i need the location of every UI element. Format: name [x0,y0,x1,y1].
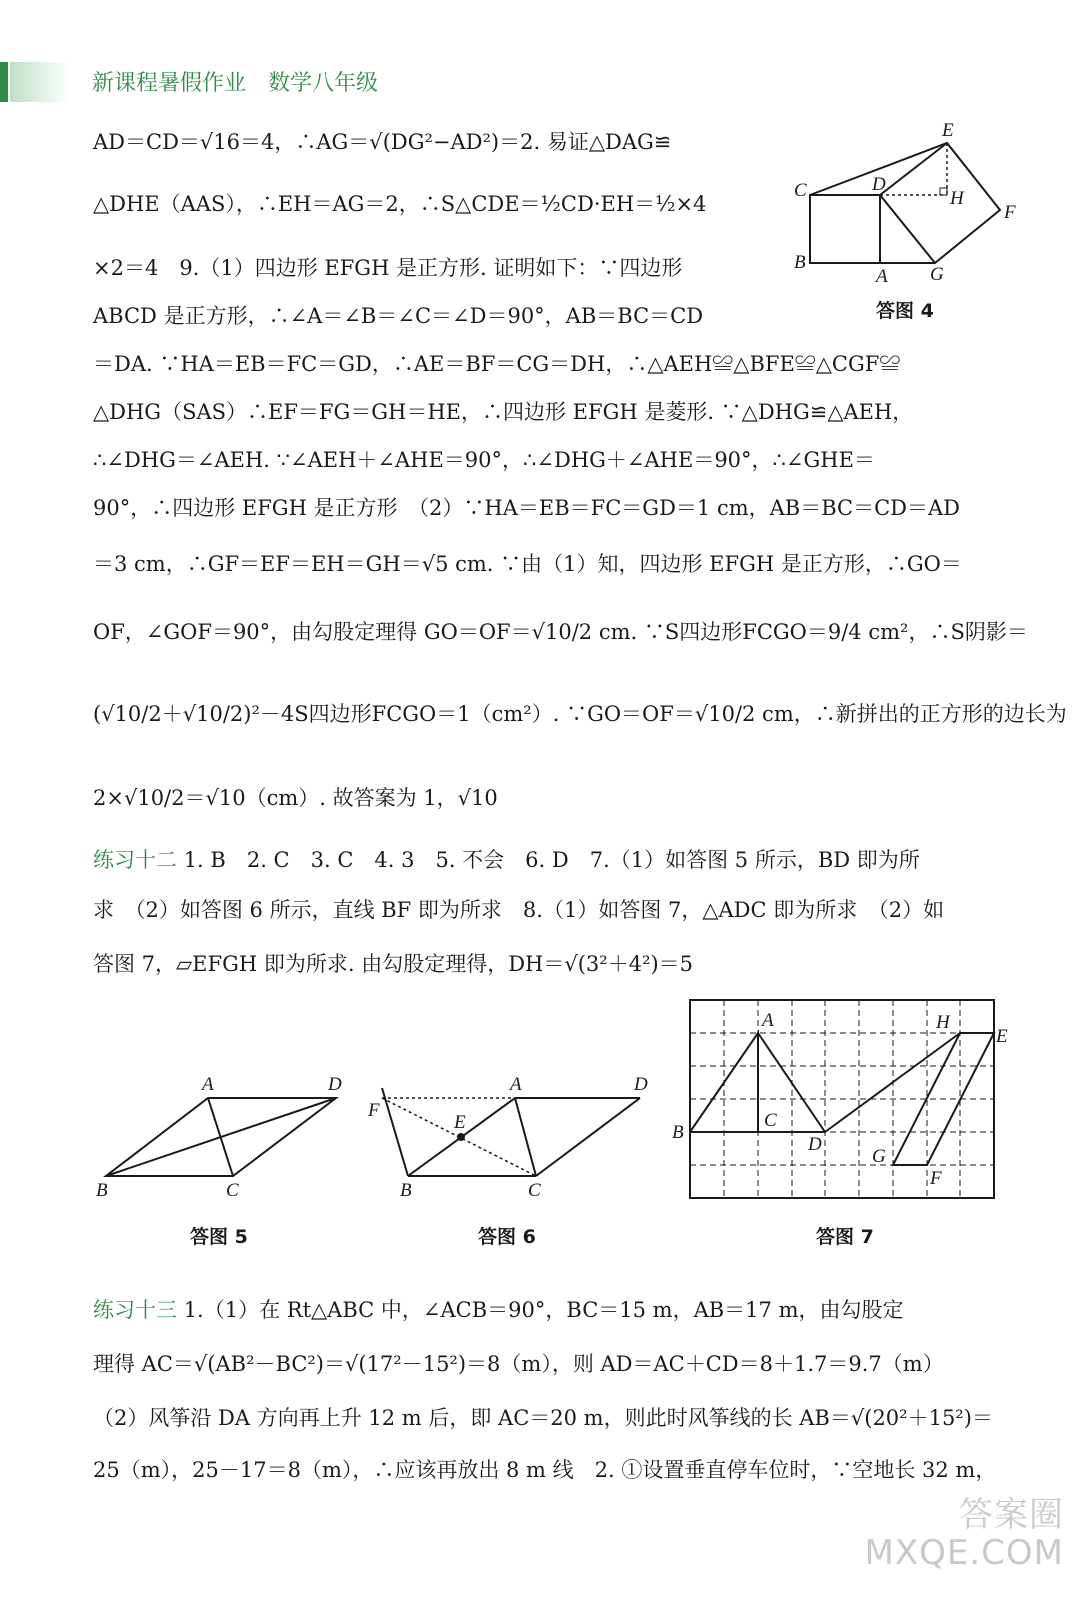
fig4-label: H [950,188,964,209]
fig4-label: A [876,266,888,287]
figure-7-diagram [668,996,1028,1202]
header-subject: 数学八年级 [268,71,379,96]
text-line: △DHG（SAS）∴EF＝FG＝GH＝HE，∴四边形 EFGH 是菱形. ∵△DHG≌△AEH， [93,400,914,424]
section-12-text: 1. B 2. C 3. C 4. 3 5. 不会 6. D 7.（1）如答图 5 所示，BD 即为所 [183,848,920,872]
figure-6-caption: 答图 6 [478,1226,536,1248]
fig7-label: H [936,1012,950,1033]
fig7-label: E [996,1026,1008,1047]
watermark [864,1496,1064,1572]
text-line: OF，∠GOF＝90°，由勾股定理得 GO＝OF＝√10/2 cm. ∵S四边形FCGO＝9/4 cm²，∴S阴影＝ [93,620,1028,644]
text-line: 90°，∴四边形 EFGH 是正方形 （2）∵HA＝EB＝FC＝GD＝1 cm，AB＝BC＝CD＝AD [93,496,961,520]
section-13-text: 1.（1）在 Rt△ABC 中，∠ACB＝90°，BC＝15 m，AB＝17 m，由勾股定 [183,1298,904,1322]
fig5-label: A [202,1074,214,1095]
fig7-label: D [808,1134,822,1155]
fig6-label: D [634,1074,648,1095]
section-13-line: 理得 AC＝√(AB²－BC²)＝√(17²－15²)＝8（m），则 AD＝AC＋CD＝8＋1.7＝9.7（m） [93,1352,944,1376]
watermark-line-1: 答案圈 [959,1495,1064,1535]
figure-4-diagram [780,118,1030,288]
text-line: (√10/2＋√10/2)²－4S四边形FCGO＝1（cm²）. ∵GO＝OF＝√10/2 cm，∴新拼出的正方形的边长为 [93,702,1067,726]
text-line: 2×√10/2＝√10（cm）. 故答案为 1，√10 [93,786,498,810]
page-header [92,66,378,97]
text-line: ＝3 cm，∴GF＝EF＝EH＝GH＝√5 cm. ∵由（1）知，四边形 EFGH 是正方形，∴GO＝ [93,552,962,576]
fig4-label: D [872,174,886,195]
section-13-line: （2）风筝沿 DA 方向再上升 12 m 后，即 AC＝20 m，则此时风筝线的长 AB＝√(20²＋15²)＝ [93,1406,993,1430]
fig6-label: F [368,1100,380,1121]
fig4-label: B [794,252,806,273]
section-13-line [93,1296,1023,1324]
fig5-label: D [328,1074,342,1095]
header-series: 新课程暑假作业 [92,71,247,96]
fig7-label: C [764,1110,777,1131]
fig4-label: E [942,120,954,141]
text-line: ∴∠DHG＝∠AEH. ∵∠AEH＋∠AHE＝90°，∴∠DHG＋∠AHE＝90°，∴∠GHE＝ [93,448,875,472]
text-line: △DHE（AAS），∴EH＝AG＝2，∴S△CDE＝½CD·EH＝½×4 [93,192,707,216]
watermark-line-2: MXQE.COM [864,1533,1064,1573]
fig7-label: B [672,1122,684,1143]
header-accent-fade [10,62,70,102]
fig7-label: F [930,1168,942,1189]
section-12-line: 答图 7，▱EFGH 即为所求. 由勾股定理得，DH＝√(3²＋4²)＝5 [93,952,694,976]
fig4-label: G [930,264,944,285]
fig6-label: E [454,1112,466,1133]
section-12-title: 练习十二 [93,848,177,872]
text-line: ABCD 是正方形，∴∠A＝∠B＝∠C＝∠D＝90°，AB＝BC＝CD [93,304,704,328]
fig6-label: B [400,1180,412,1201]
text-line: ＝DA. ∵HA＝EB＝FC＝GD，∴AE＝BF＝CG＝DH，∴△AEH≌△BFE≌△CGF≌ [93,352,901,376]
section-12-line [93,846,1023,874]
section-13-line: 25（m），25－17＝8（m），∴应该再放出 8 m 线 2. ①设置垂直停车位时，∵空地长 32 m， [93,1458,997,1482]
fig6-label: A [510,1074,522,1095]
figure-4-caption: 答图 4 [876,300,934,322]
fig7-label: A [762,1010,774,1031]
figure-5-caption: 答图 5 [190,1226,248,1248]
fig7-label: G [872,1146,886,1167]
header-accent-bar [0,62,8,102]
fig6-label: C [528,1180,541,1201]
text-line: ×2＝4 9.（1）四边形 EFGH 是正方形. 证明如下：∵四边形 [93,256,683,280]
fig4-label: F [1004,202,1016,223]
text-line: AD＝CD＝√16＝4，∴AG＝√(DG²−AD²)＝2. 易证△DAG≌ [93,130,672,154]
figure-7-caption: 答图 7 [816,1226,874,1248]
section-13-title: 练习十三 [93,1298,177,1322]
fig5-label: B [96,1180,108,1201]
section-12-line: 求 （2）如答图 6 所示，直线 BF 即为所求 8.（1）如答图 7，△ADC 即为所求 （2）如 [93,898,945,922]
fig4-label: C [794,180,807,201]
fig5-label: C [226,1180,239,1201]
figure-5-diagram [88,1068,358,1203]
figure-6-diagram [360,1068,660,1203]
